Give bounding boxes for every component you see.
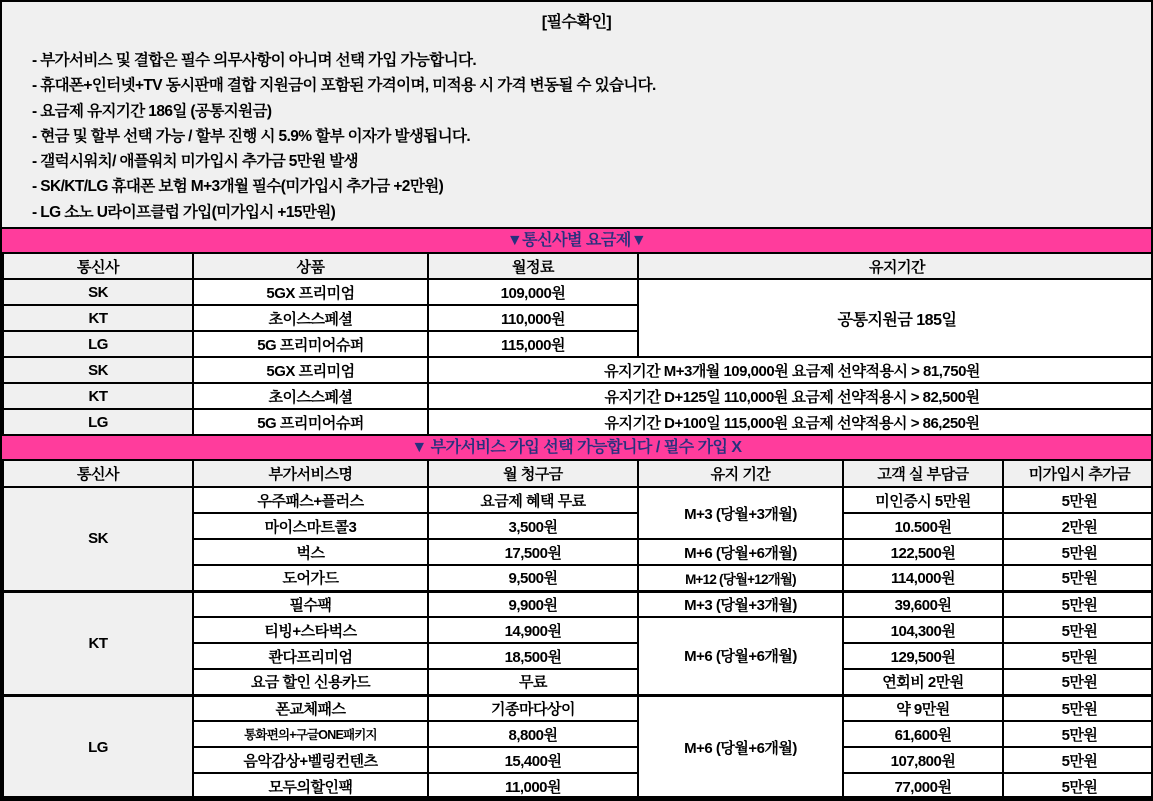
service-cell: 폰교체패스 [193,695,428,721]
customer-cost-cell: 약 9만원 [843,695,1003,721]
carrier-cell: SK [3,487,193,591]
penalty-cell: 5만원 [1003,539,1153,565]
duration-cell: M+3 (당월+3개월) [638,591,843,617]
carrier-cell: LG [3,409,193,435]
customer-cost-cell: 61,600원 [843,721,1003,747]
plan-cell: 초이스스페셜 [193,305,428,331]
penalty-cell: 2만원 [1003,513,1153,539]
duration-cell: M+6 (당월+6개월) [638,695,843,799]
plan-cell: 5G 프리미어슈퍼 [193,331,428,357]
penalty-cell: 5만원 [1003,695,1153,721]
service-cell: 도어가드 [193,565,428,591]
column-header-plan: 상품 [193,253,428,279]
notice-line-list [2,48,1151,225]
service-cell: 음악감상+벨링컨텐츠 [193,747,428,773]
carrier-cell: KT [3,591,193,695]
customer-cost-cell: 114,000원 [843,565,1003,591]
service-cell: 우주패스+플러스 [193,487,428,513]
customer-cost-cell: 39,600원 [843,591,1003,617]
table-row [3,695,1153,721]
table-header-row [3,460,1153,487]
charge-cell: 요금제 혜택 무료 [428,487,638,513]
table-header-row [3,253,1153,279]
table-row [3,279,1153,305]
fee-cell: 109,000원 [428,279,638,305]
duration-cell: M+6 (당월+6개월) [638,539,843,565]
charge-cell: 기종마다상이 [428,695,638,721]
penalty-cell: 5만원 [1003,565,1153,591]
customer-cost-cell: 129,500원 [843,643,1003,669]
service-cell: 통화편의+구글ONE패키지 [193,721,428,747]
plan-detail-cell: 유지기간 M+3개월 109,000원 요금제 선약적용시 > 81,750원 [428,357,1153,383]
charge-cell: 9,900원 [428,591,638,617]
penalty-cell: 5만원 [1003,721,1153,747]
charge-cell: 18,500원 [428,643,638,669]
notice-line: - 부가서비스 및 결합은 필수 의무사항이 아니며 선택 가입 가능합니다. [32,52,477,69]
table-row [3,357,1153,383]
plan-cell: 5GX 프리미엄 [193,357,428,383]
duration-cell: M+6 (당월+6개월) [638,617,843,695]
carrier-cell: LG [3,695,193,799]
charge-cell: 11,000원 [428,773,638,799]
customer-cost-cell: 77,000원 [843,773,1003,799]
common-support-cell: 공통지원금 185일 [638,279,1153,357]
service-cell: 모두의할인팩 [193,773,428,799]
customer-cost-cell: 연회비 2만원 [843,669,1003,695]
charge-cell: 3,500원 [428,513,638,539]
carrier-cell: KT [3,383,193,409]
notice-section [2,2,1151,227]
column-header-fee: 월정료 [428,253,638,279]
charge-cell: 무료 [428,669,638,695]
notice-line: - 갤럭시워치/ 애플워치 미가입시 추가금 5만원 발생 [32,153,358,171]
charge-cell: 17,500원 [428,539,638,565]
column-header-charge: 월 청구금 [428,460,638,487]
supplementary-service-table [2,459,1153,800]
table-row [3,591,1153,617]
service-cell: 요금 할인 신용카드 [193,669,428,695]
column-header-duration: 유지기간 [638,253,1153,279]
customer-cost-cell: 122,500원 [843,539,1003,565]
plan-detail-cell: 유지기간 D+100일 115,000원 요금제 선약적용시 > 86,250원 [428,409,1153,435]
service-cell: 필수팩 [193,591,428,617]
penalty-cell: 5만원 [1003,591,1153,617]
charge-cell: 9,500원 [428,565,638,591]
service-cell: 마이스마트콜3 [193,513,428,539]
customer-cost-cell: 10.500원 [843,513,1003,539]
carrier-plan-band: ▼통신사별 요금제▼ [2,227,1151,252]
column-header-duration: 유지 기간 [638,460,843,487]
customer-cost-cell: 104,300원 [843,617,1003,643]
column-header-service: 부가서비스명 [193,460,428,487]
notice-title: [필수확인] [541,14,612,31]
penalty-cell: 5만원 [1003,643,1153,669]
penalty-cell: 5만원 [1003,617,1153,643]
column-header-carrier: 통신사 [3,253,193,279]
table-row [3,409,1153,435]
carrier-cell: SK [3,279,193,305]
carrier-cell: SK [3,357,193,383]
duration-cell: M+12 (당월+12개월) [638,565,843,591]
column-header-customer-cost: 고객 실 부담금 [843,460,1003,487]
plan-detail-cell: 유지기간 D+125일 110,000원 요금제 선약적용시 > 82,500원 [428,383,1153,409]
table-row [3,383,1153,409]
notice-line: - LG 소노 U라이프클럽 가입(미가입시 +15만원) [32,203,336,221]
penalty-cell: 5만원 [1003,747,1153,773]
supplementary-service-band: ▼ 부가서비스 가입 선택 가능합니다 / 필수 가입 X [2,436,1151,459]
column-header-carrier: 통신사 [3,460,193,487]
charge-cell: 15,400원 [428,747,638,773]
plan-cell: 5GX 프리미엄 [193,279,428,305]
carrier-plan-table [2,252,1153,436]
charge-cell: 14,900원 [428,617,638,643]
duration-cell: M+3 (당월+3개월) [638,487,843,539]
table-row [3,487,1153,513]
service-cell: 벅스 [193,539,428,565]
notice-line: - SK/KT/LG 휴대폰 보험 M+3개월 필수(미가입시 추가금 +2만원) [32,178,444,196]
carrier-cell: KT [3,305,193,331]
notice-line: - 현금 및 할부 선택 가능 / 할부 진행 시 5.9% 할부 이자가 발생됩니다. [32,127,471,145]
customer-cost-cell: 미인증시 5만원 [843,487,1003,513]
plan-cell: 5G 프리미어슈퍼 [193,409,428,435]
customer-cost-cell: 107,800원 [843,747,1003,773]
fee-cell: 115,000원 [428,331,638,357]
charge-cell: 8,800원 [428,721,638,747]
service-cell: 티빙+스타벅스 [193,617,428,643]
carrier-cell: LG [3,331,193,357]
notice-line: - 요금제 유지기간 186일 (공통지원금) [32,102,272,120]
plan-cell: 초이스스페셜 [193,383,428,409]
penalty-cell: 5만원 [1003,669,1153,695]
fee-cell: 110,000원 [428,305,638,331]
column-header-penalty: 미가입시 추가금 [1003,460,1153,487]
service-cell: 콴다프리미엄 [193,643,428,669]
penalty-cell: 5만원 [1003,773,1153,799]
penalty-cell: 5만원 [1003,487,1153,513]
notice-line: - 휴대폰+인터넷+TV 동시판매 결합 지원금이 포함된 가격이며, 미적용 시 가격 변동될 수 있습니다. [32,77,656,95]
